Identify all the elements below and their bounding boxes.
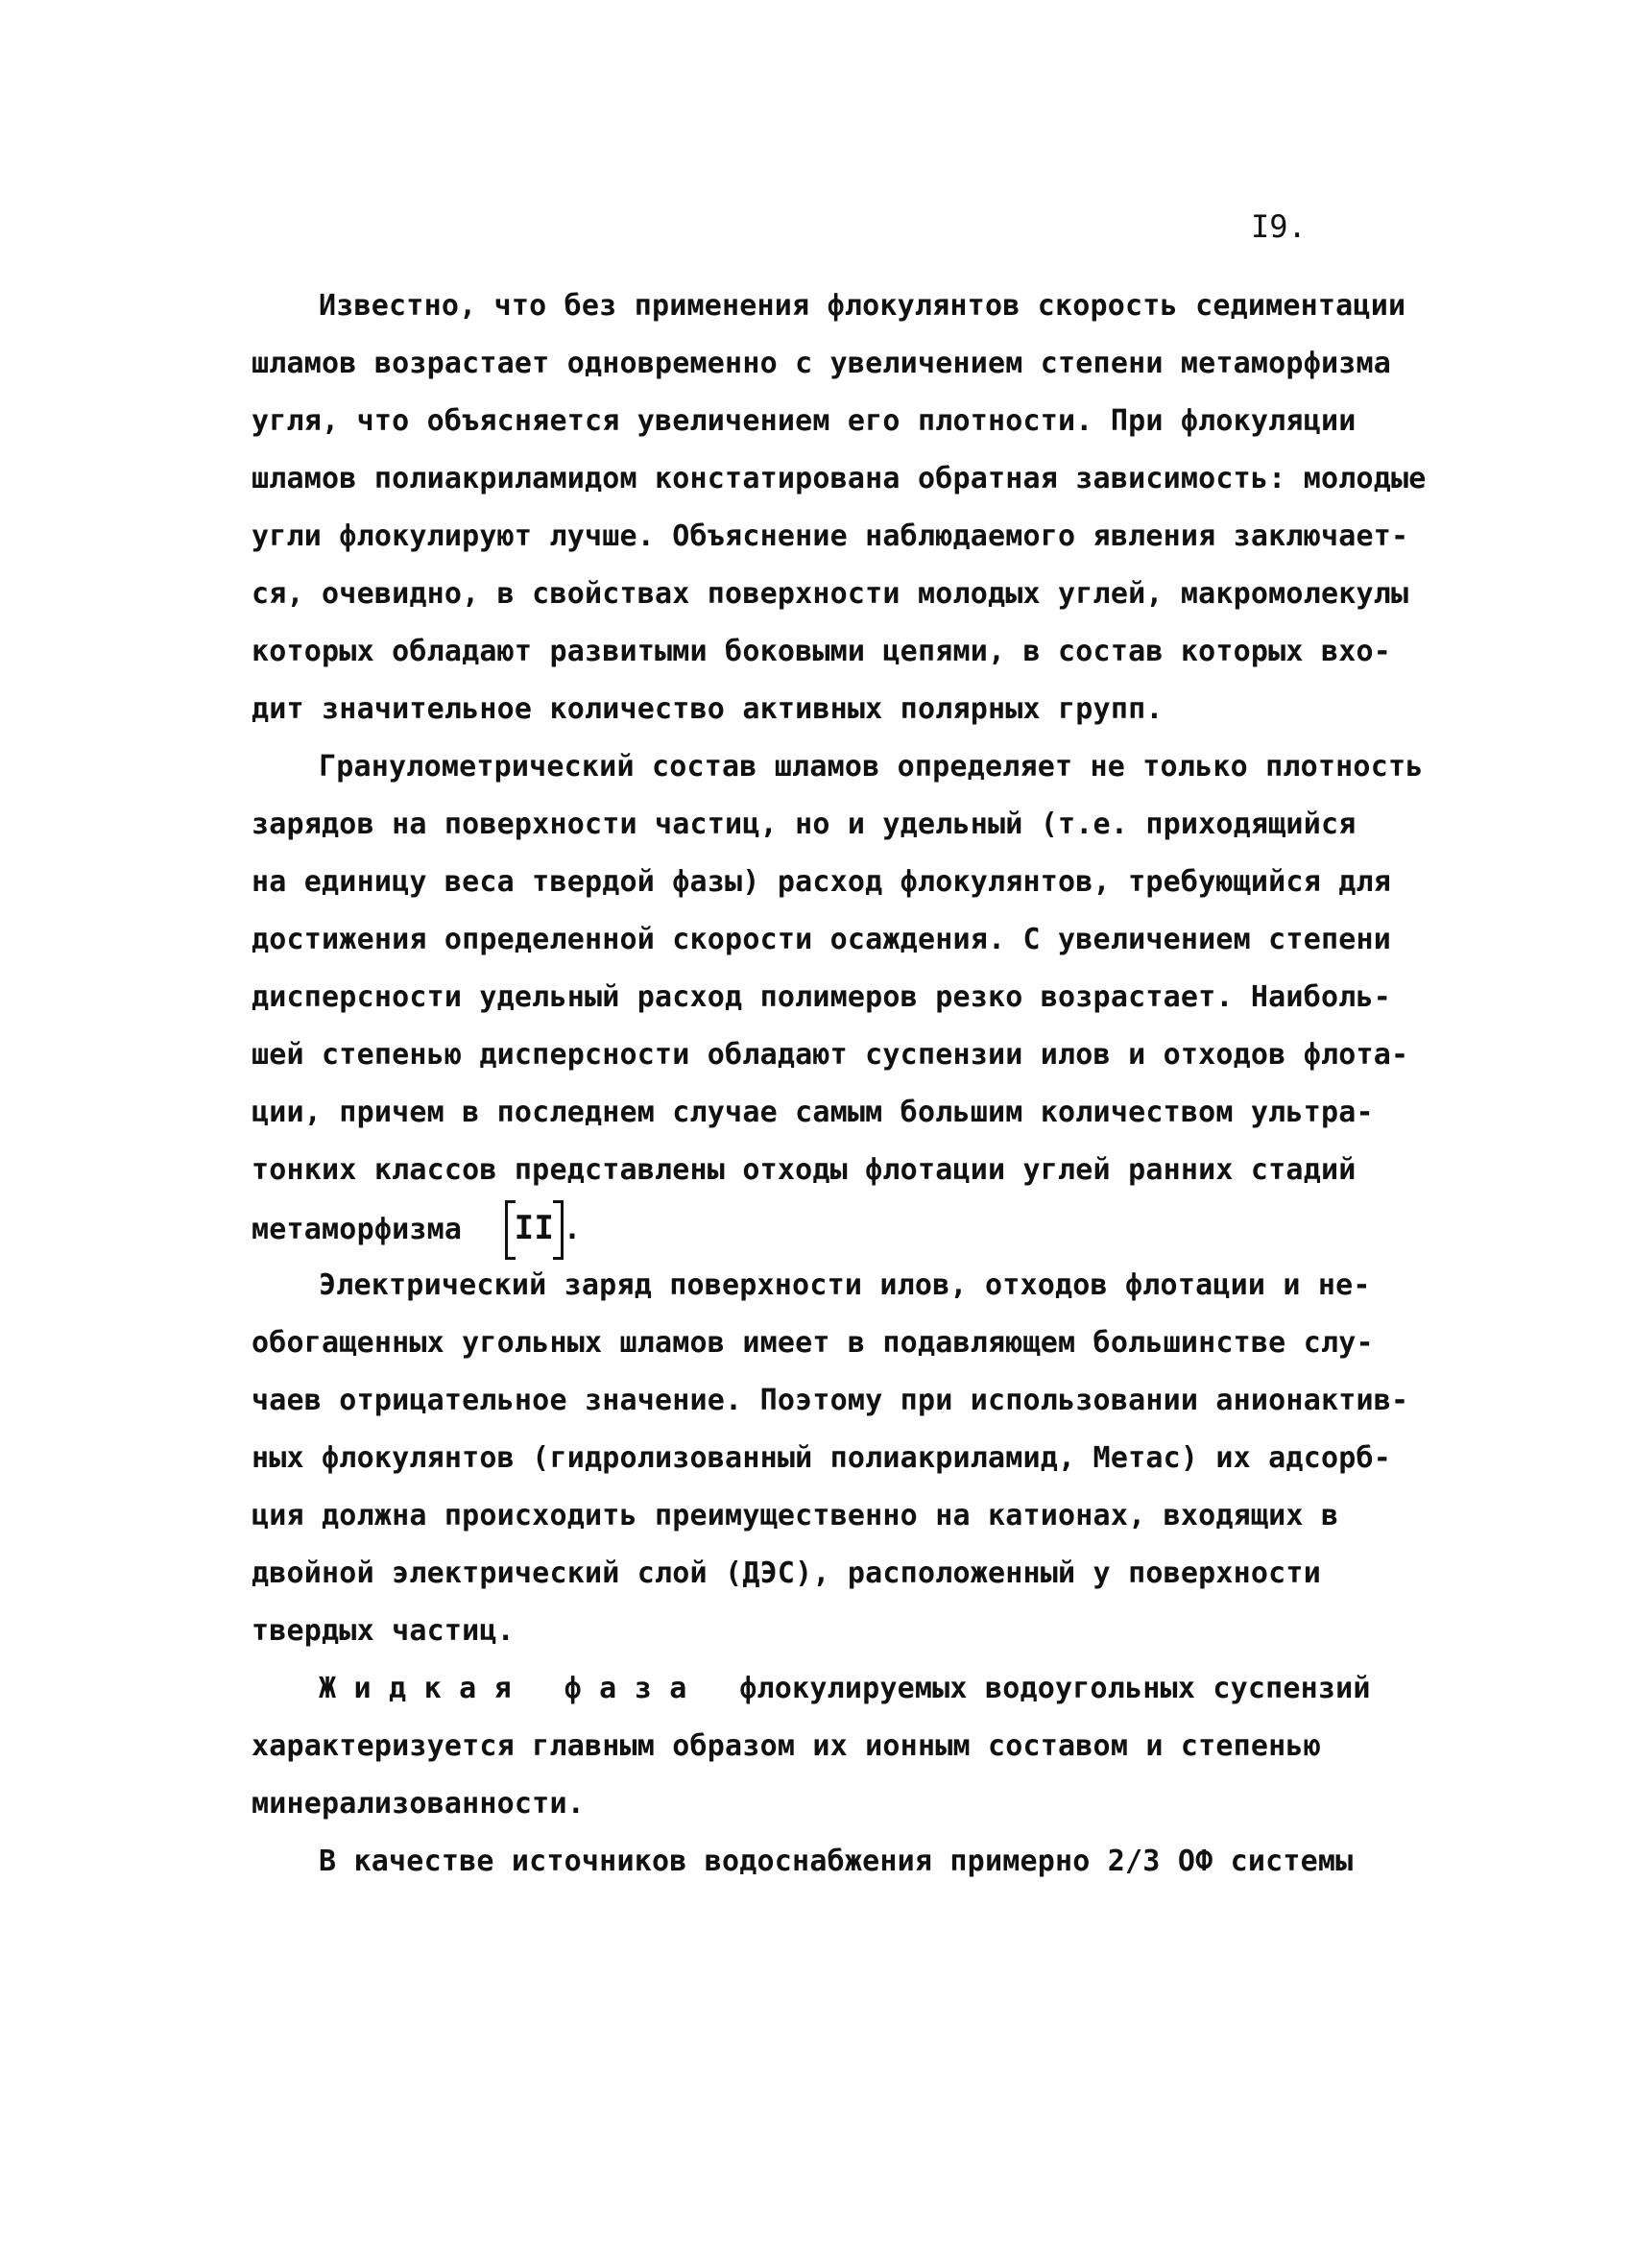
text-line: Ж и д к а я ф а з а флокулируемых водоугольных суспензий — [319, 1672, 1371, 1705]
text-line: В качестве источников водоснабжения примерно 2/3 ОФ системы — [319, 1845, 1354, 1878]
text-line: метаморфизма — [252, 1213, 463, 1246]
text-line: дит значительное количество активных полярных групп. — [252, 692, 1164, 726]
text-line: на единицу веса твердой фазы) расход флокулянтов, требующийся для — [252, 865, 1391, 899]
text-line: обогащенных угольных шламов имеет в подавляющем большинстве слу- — [252, 1326, 1374, 1360]
text-line: шей степенью дисперсности обладают суспензии илов и отходов флота- — [252, 1038, 1409, 1072]
text-line: угли флокулируют лучше. Объяснение наблюдаемого явления заключает- — [252, 519, 1409, 553]
text-line: угля, что объясняется увеличением его плотности. При флокуляции — [252, 404, 1357, 438]
citation-reference: II — [515, 1206, 554, 1250]
text-line: характеризуется главным образом их ионным составом и степенью — [252, 1729, 1321, 1763]
text-line: зарядов на поверхности частиц, но и удельный (т.е. приходящийся — [252, 808, 1357, 841]
text-line: ся, очевидно, в свойствах поверхности молодых углей, макромолекулы — [252, 577, 1409, 611]
text-line: Электрический заряд поверхности илов, отходов флотации и не- — [319, 1268, 1371, 1302]
text-line-with-reference — [252, 1206, 581, 1252]
citation-suffix: . — [564, 1213, 582, 1246]
text-line: шламов полиакриламидом констатирована обратная зависимость: молодые — [252, 462, 1427, 495]
text-line: Известно, что без применения флокулянтов скорость седиментации — [319, 289, 1406, 323]
page-number: I9. — [1251, 208, 1307, 245]
text-line: минерализованности. — [252, 1787, 585, 1821]
text-line: твердых частиц. — [252, 1614, 515, 1648]
text-line: дисперсности удельный расход полимеров резко возрастает. Наиболь- — [252, 980, 1391, 1014]
text-line: достижения определенной скорости осаждения. С увеличением степени — [252, 923, 1391, 956]
text-line: двойной электрический слой (ДЭС), расположенный у поверхности — [252, 1556, 1321, 1590]
text-line: ции, причем в последнем случае самым большим количеством ультра- — [252, 1096, 1374, 1129]
text-line: Гранулометрический состав шламов определяет не только плотность — [319, 750, 1424, 784]
text-line: ных флокулянтов (гидролизованный полиакриламид, Метас) их адсорб- — [252, 1441, 1391, 1475]
text-line: шламов возрастает одновременно с увеличением степени метаморфизма — [252, 347, 1391, 380]
text-line: тонких классов представлены отходы флотации углей ранних стадий — [252, 1153, 1357, 1187]
text-line: которых обладают развитыми боковыми цепями, в состав которых вхо- — [252, 635, 1391, 668]
text-line: ция должна происходить преимущественно на катионах, входящих в — [252, 1499, 1339, 1532]
text-line: чаев отрицательное значение. Поэтому при использовании анионактив- — [252, 1384, 1409, 1417]
